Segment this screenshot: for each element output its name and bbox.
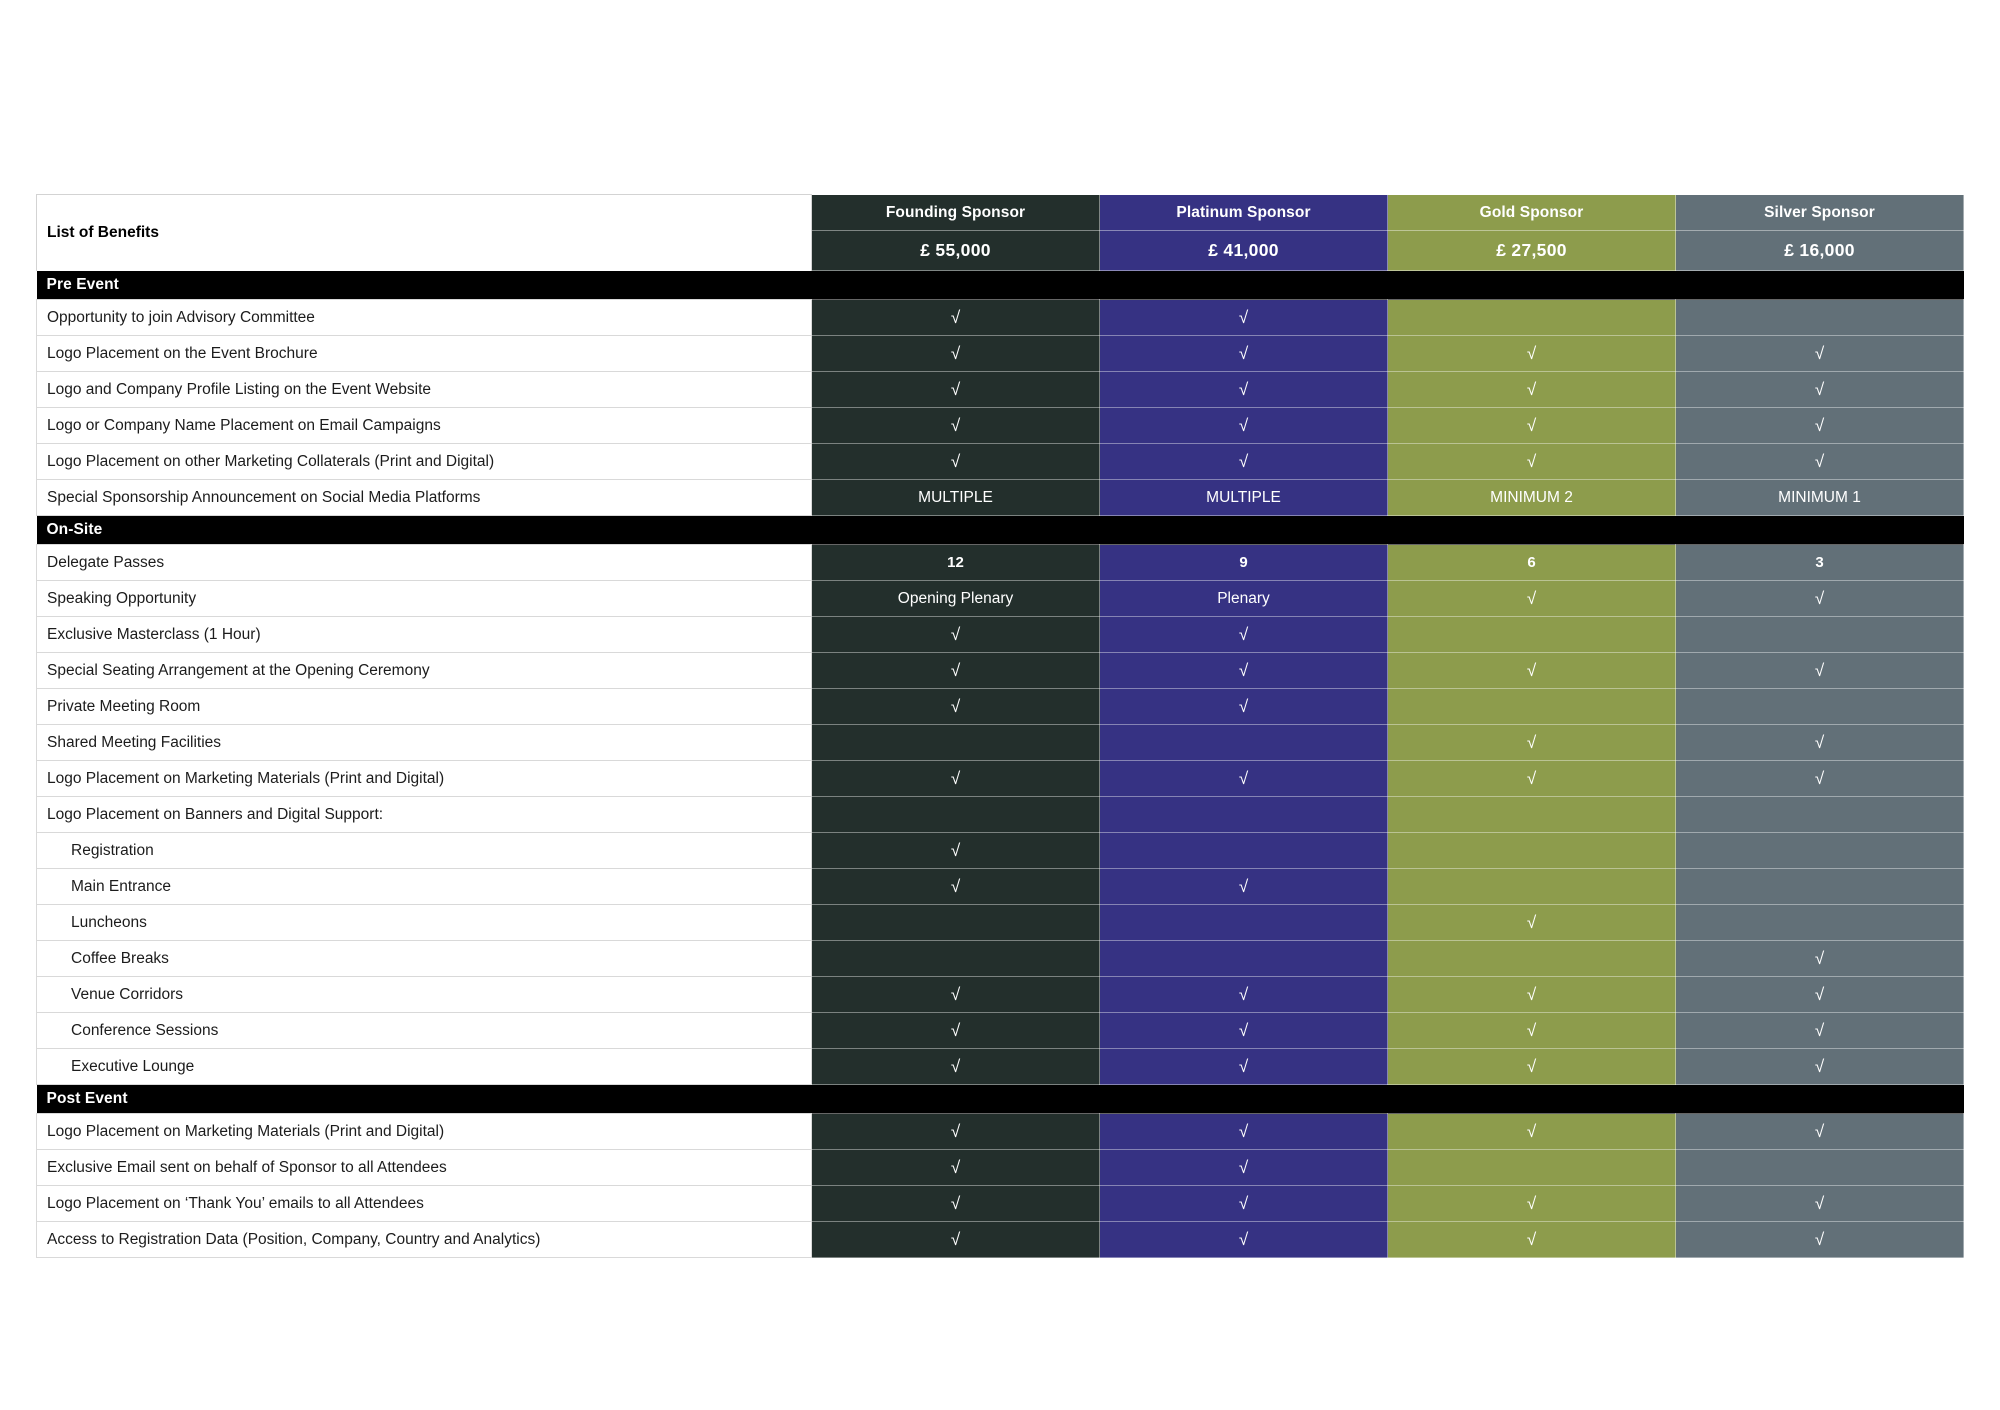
- check-glyph: √: [1526, 660, 1537, 680]
- check-icon: [1100, 761, 1388, 797]
- check-icon: [1676, 653, 1964, 689]
- check-icon: [1388, 1186, 1676, 1222]
- empty-cell: [1100, 905, 1388, 941]
- check-glyph: √: [1238, 876, 1249, 896]
- check-glyph: √: [950, 343, 961, 363]
- table-row: [37, 617, 1964, 653]
- check-glyph: √: [1814, 1020, 1825, 1040]
- check-icon: [812, 869, 1100, 905]
- table-row: [37, 653, 1964, 689]
- table-row: [37, 941, 1964, 977]
- check-icon: [1388, 1013, 1676, 1049]
- check-glyph: √: [1814, 1229, 1825, 1249]
- check-icon: [812, 833, 1100, 869]
- value-cell: Plenary: [1100, 581, 1388, 617]
- empty-cell: [1676, 833, 1964, 869]
- benefit-label: Opportunity to join Advisory Committee: [37, 300, 812, 336]
- check-icon: [1388, 444, 1676, 480]
- empty-cell: [1676, 797, 1964, 833]
- check-icon: [812, 1186, 1100, 1222]
- check-icon: [1676, 1222, 1964, 1258]
- benefit-label: Registration: [37, 833, 812, 869]
- check-glyph: √: [1238, 1229, 1249, 1249]
- check-glyph: √: [1814, 1056, 1825, 1076]
- section-header-row: [37, 516, 1964, 545]
- check-icon: [812, 408, 1100, 444]
- check-glyph: √: [1814, 379, 1825, 399]
- check-icon: [1100, 300, 1388, 336]
- check-glyph: √: [1814, 948, 1825, 968]
- check-icon: [812, 1013, 1100, 1049]
- check-icon: [812, 689, 1100, 725]
- check-icon: [1676, 372, 1964, 408]
- check-glyph: √: [950, 1020, 961, 1040]
- check-glyph: √: [1814, 588, 1825, 608]
- table-row: [37, 869, 1964, 905]
- value-cell: MULTIPLE: [812, 480, 1100, 516]
- empty-cell: [1388, 869, 1676, 905]
- check-icon: [812, 617, 1100, 653]
- check-icon: [1100, 1150, 1388, 1186]
- empty-cell: [1100, 941, 1388, 977]
- table-row: [37, 372, 1964, 408]
- check-glyph: √: [1526, 343, 1537, 363]
- empty-cell: [812, 905, 1100, 941]
- sponsorship-benefits-table: [36, 194, 1964, 1258]
- check-glyph: √: [1238, 984, 1249, 1004]
- check-glyph: √: [1526, 768, 1537, 788]
- check-icon: [1100, 1186, 1388, 1222]
- check-glyph: √: [1238, 415, 1249, 435]
- check-glyph: √: [950, 876, 961, 896]
- table-row: [37, 1049, 1964, 1085]
- check-glyph: √: [950, 660, 961, 680]
- check-glyph: √: [1814, 415, 1825, 435]
- empty-cell: [1388, 833, 1676, 869]
- check-icon: [1100, 408, 1388, 444]
- value-cell: 12: [812, 545, 1100, 581]
- check-glyph: √: [1238, 1056, 1249, 1076]
- check-glyph: √: [1238, 379, 1249, 399]
- empty-cell: [812, 941, 1100, 977]
- check-icon: [1100, 1222, 1388, 1258]
- check-glyph: √: [950, 379, 961, 399]
- check-glyph: √: [1238, 343, 1249, 363]
- benefit-label: Logo Placement on ‘Thank You’ emails to all Attendees: [37, 1186, 812, 1222]
- check-icon: [812, 336, 1100, 372]
- check-icon: [1100, 444, 1388, 480]
- check-glyph: √: [1814, 732, 1825, 752]
- benefit-label: Executive Lounge: [37, 1049, 812, 1085]
- check-glyph: √: [1238, 624, 1249, 644]
- empty-cell: [1100, 725, 1388, 761]
- tier-name-row: [37, 195, 1964, 231]
- benefit-label: Logo Placement on Marketing Materials (Print and Digital): [37, 1114, 812, 1150]
- check-icon: [1388, 1049, 1676, 1085]
- table-header: [37, 195, 1964, 271]
- section-header-row: [37, 1085, 1964, 1114]
- empty-cell: [812, 797, 1100, 833]
- check-icon: [1676, 761, 1964, 797]
- check-glyph: √: [1238, 696, 1249, 716]
- check-icon: [1100, 1114, 1388, 1150]
- check-glyph: √: [1814, 1193, 1825, 1213]
- check-icon: [1676, 977, 1964, 1013]
- check-icon: [1676, 1114, 1964, 1150]
- check-glyph: √: [950, 451, 961, 471]
- empty-cell: [1676, 617, 1964, 653]
- check-icon: [812, 977, 1100, 1013]
- benefit-label: Venue Corridors: [37, 977, 812, 1013]
- empty-cell: [1388, 797, 1676, 833]
- check-icon: [812, 653, 1100, 689]
- check-icon: [1100, 653, 1388, 689]
- table-row: [37, 833, 1964, 869]
- check-icon: [1388, 1222, 1676, 1258]
- value-cell: 3: [1676, 545, 1964, 581]
- check-icon: [1676, 408, 1964, 444]
- empty-cell: [1100, 797, 1388, 833]
- check-glyph: √: [1238, 307, 1249, 327]
- check-glyph: √: [1238, 451, 1249, 471]
- check-icon: [1388, 905, 1676, 941]
- check-icon: [812, 1114, 1100, 1150]
- check-glyph: √: [950, 696, 961, 716]
- check-glyph: √: [950, 1157, 961, 1177]
- empty-cell: [1388, 300, 1676, 336]
- table-row: [37, 689, 1964, 725]
- check-glyph: √: [1238, 1020, 1249, 1040]
- check-glyph: √: [1526, 1056, 1537, 1076]
- benefit-label: Access to Registration Data (Position, Company, Country and Analytics): [37, 1222, 812, 1258]
- check-icon: [1388, 581, 1676, 617]
- benefit-label: Logo Placement on Banners and Digital Support:: [37, 797, 812, 833]
- check-glyph: √: [950, 840, 961, 860]
- table-row: [37, 977, 1964, 1013]
- section-title: Pre Event: [37, 271, 1964, 300]
- check-icon: [1388, 761, 1676, 797]
- table-row: [37, 581, 1964, 617]
- check-glyph: √: [1238, 1193, 1249, 1213]
- check-glyph: √: [1526, 1229, 1537, 1249]
- table-row: [37, 300, 1964, 336]
- benefit-label: Logo or Company Name Placement on Email Campaigns: [37, 408, 812, 444]
- benefit-label: Special Seating Arrangement at the Opening Ceremony: [37, 653, 812, 689]
- benefit-label: Luncheons: [37, 905, 812, 941]
- table-row: [37, 408, 1964, 444]
- check-icon: [1676, 725, 1964, 761]
- check-icon: [812, 1150, 1100, 1186]
- check-icon: [1388, 372, 1676, 408]
- check-glyph: √: [1814, 768, 1825, 788]
- check-icon: [812, 372, 1100, 408]
- table-row: [37, 336, 1964, 372]
- check-glyph: √: [950, 415, 961, 435]
- tier-header-gold: Gold Sponsor: [1388, 195, 1676, 231]
- empty-cell: [1388, 1150, 1676, 1186]
- benefit-label: Logo Placement on Marketing Materials (Print and Digital): [37, 761, 812, 797]
- tier-price-founding: £ 55,000: [812, 231, 1100, 271]
- list-of-benefits-header: [37, 195, 812, 271]
- check-glyph: √: [1526, 732, 1537, 752]
- check-icon: [1388, 408, 1676, 444]
- table-row: [37, 1186, 1964, 1222]
- check-icon: [1388, 1114, 1676, 1150]
- table-row: [37, 797, 1964, 833]
- check-icon: [1676, 1049, 1964, 1085]
- check-glyph: √: [950, 768, 961, 788]
- table-row: [37, 725, 1964, 761]
- empty-cell: [1388, 617, 1676, 653]
- check-icon: [812, 1222, 1100, 1258]
- check-icon: [1100, 372, 1388, 408]
- check-icon: [1388, 653, 1676, 689]
- empty-cell: [1676, 869, 1964, 905]
- check-glyph: √: [1814, 451, 1825, 471]
- table-body: [37, 271, 1964, 1258]
- benefit-label: Shared Meeting Facilities: [37, 725, 812, 761]
- check-glyph: √: [1238, 1157, 1249, 1177]
- check-glyph: √: [1238, 1121, 1249, 1141]
- check-icon: [1100, 336, 1388, 372]
- check-icon: [1388, 977, 1676, 1013]
- empty-cell: [1676, 905, 1964, 941]
- tier-price-gold: £ 27,500: [1388, 231, 1676, 271]
- benefit-label: Delegate Passes: [37, 545, 812, 581]
- benefit-label: Exclusive Masterclass (1 Hour): [37, 617, 812, 653]
- tier-header-silver: Silver Sponsor: [1676, 195, 1964, 231]
- check-glyph: √: [1814, 343, 1825, 363]
- check-glyph: √: [950, 1056, 961, 1076]
- check-icon: [1388, 336, 1676, 372]
- value-cell: 9: [1100, 545, 1388, 581]
- check-glyph: √: [1526, 415, 1537, 435]
- tier-header-founding: Founding Sponsor: [812, 195, 1100, 231]
- benefit-label: Special Sponsorship Announcement on Social Media Platforms: [37, 480, 812, 516]
- empty-cell: [1676, 1150, 1964, 1186]
- tier-price-silver: £ 16,000: [1676, 231, 1964, 271]
- check-glyph: √: [950, 1121, 961, 1141]
- page-title: List of Benefits: [47, 223, 159, 241]
- check-glyph: √: [1526, 379, 1537, 399]
- empty-cell: [812, 725, 1100, 761]
- section-header-row: [37, 271, 1964, 300]
- check-glyph: √: [1526, 588, 1537, 608]
- table-row: [37, 545, 1964, 581]
- check-glyph: √: [1526, 1020, 1537, 1040]
- value-cell: MINIMUM 2: [1388, 480, 1676, 516]
- empty-cell: [1388, 941, 1676, 977]
- value-cell: 6: [1388, 545, 1676, 581]
- check-icon: [1100, 617, 1388, 653]
- check-glyph: √: [1238, 660, 1249, 680]
- check-icon: [1388, 725, 1676, 761]
- check-icon: [1100, 869, 1388, 905]
- check-glyph: √: [1526, 912, 1537, 932]
- benefit-label: Logo Placement on the Event Brochure: [37, 336, 812, 372]
- check-glyph: √: [950, 1229, 961, 1249]
- section-title: On-Site: [37, 516, 1964, 545]
- table-row: [37, 761, 1964, 797]
- value-cell: MULTIPLE: [1100, 480, 1388, 516]
- check-glyph: √: [950, 624, 961, 644]
- empty-cell: [1676, 689, 1964, 725]
- check-icon: [1100, 977, 1388, 1013]
- tier-header-platinum: Platinum Sponsor: [1100, 195, 1388, 231]
- check-glyph: √: [1526, 1121, 1537, 1141]
- value-cell: Opening Plenary: [812, 581, 1100, 617]
- table-row: [37, 1013, 1964, 1049]
- section-title: Post Event: [37, 1085, 1964, 1114]
- tier-price-platinum: £ 41,000: [1100, 231, 1388, 271]
- check-icon: [1676, 581, 1964, 617]
- check-glyph: √: [950, 984, 961, 1004]
- table-row: [37, 1114, 1964, 1150]
- empty-cell: [1676, 300, 1964, 336]
- check-icon: [812, 300, 1100, 336]
- check-icon: [1676, 1013, 1964, 1049]
- benefit-label: Private Meeting Room: [37, 689, 812, 725]
- check-icon: [812, 761, 1100, 797]
- check-glyph: √: [1526, 1193, 1537, 1213]
- check-glyph: √: [1814, 660, 1825, 680]
- check-glyph: √: [1238, 768, 1249, 788]
- benefit-label: Coffee Breaks: [37, 941, 812, 977]
- check-glyph: √: [1526, 451, 1537, 471]
- table-row: [37, 480, 1964, 516]
- check-icon: [1676, 941, 1964, 977]
- check-icon: [812, 1049, 1100, 1085]
- table-row: [37, 1222, 1964, 1258]
- empty-cell: [1100, 833, 1388, 869]
- check-glyph: √: [1814, 1121, 1825, 1141]
- benefit-label: Main Entrance: [37, 869, 812, 905]
- check-icon: [1676, 444, 1964, 480]
- value-cell: MINIMUM 1: [1676, 480, 1964, 516]
- check-icon: [1676, 336, 1964, 372]
- table-row: [37, 444, 1964, 480]
- check-icon: [1676, 1186, 1964, 1222]
- benefit-label: Speaking Opportunity: [37, 581, 812, 617]
- benefit-label: Exclusive Email sent on behalf of Sponsor to all Attendees: [37, 1150, 812, 1186]
- benefit-label: Conference Sessions: [37, 1013, 812, 1049]
- check-glyph: √: [1526, 984, 1537, 1004]
- empty-cell: [1388, 689, 1676, 725]
- check-icon: [812, 444, 1100, 480]
- check-icon: [1100, 1013, 1388, 1049]
- benefit-label: Logo Placement on other Marketing Collaterals (Print and Digital): [37, 444, 812, 480]
- benefit-label: Logo and Company Profile Listing on the Event Website: [37, 372, 812, 408]
- table-row: [37, 1150, 1964, 1186]
- check-icon: [1100, 689, 1388, 725]
- check-glyph: √: [950, 1193, 961, 1213]
- check-icon: [1100, 1049, 1388, 1085]
- check-glyph: √: [950, 307, 961, 327]
- check-glyph: √: [1814, 984, 1825, 1004]
- table-row: [37, 905, 1964, 941]
